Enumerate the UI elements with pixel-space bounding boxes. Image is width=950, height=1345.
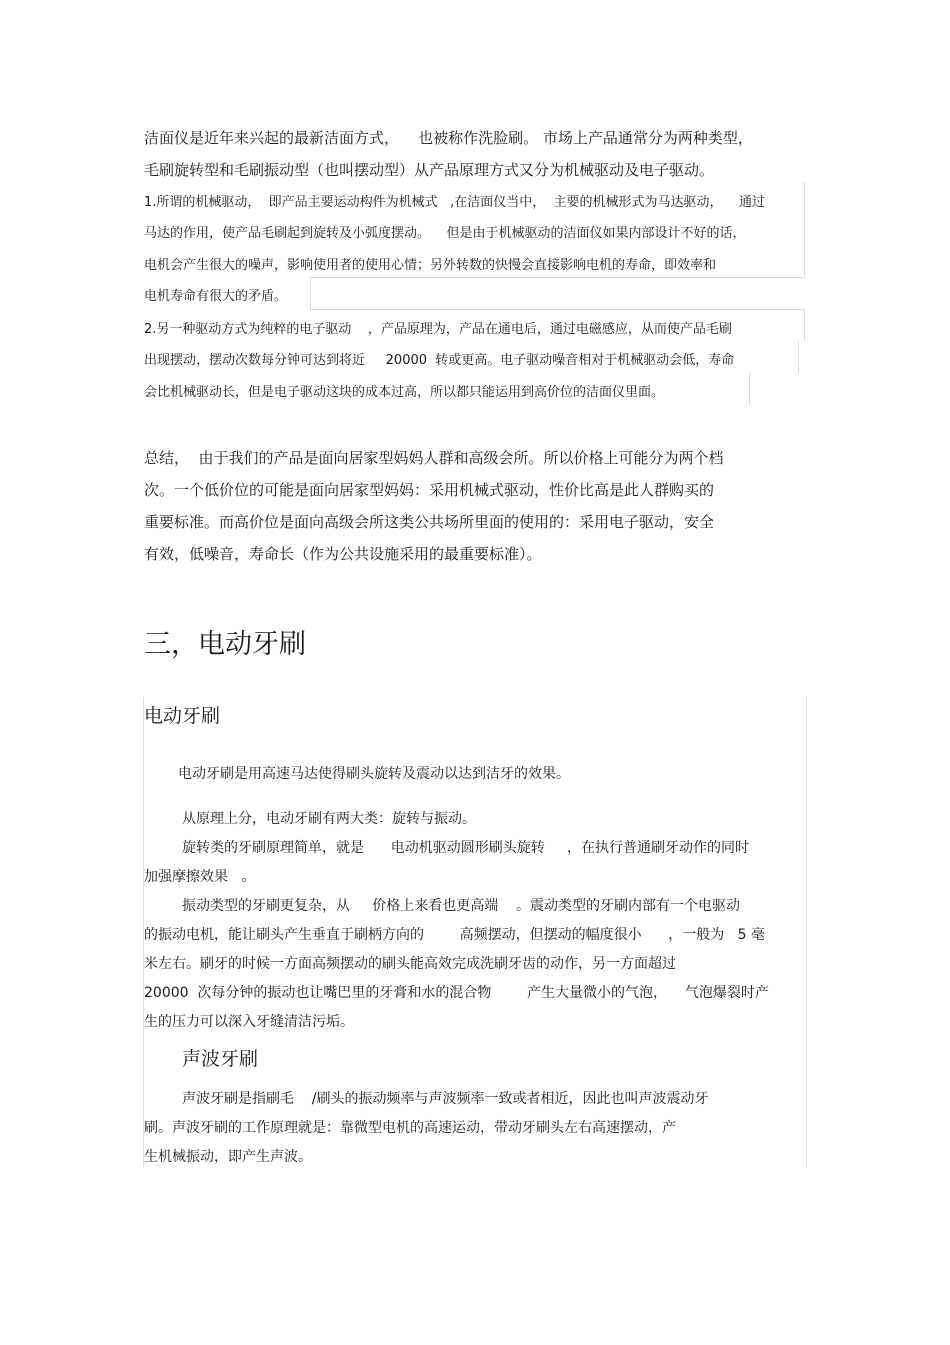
sonic-line-2: 刷。声波牙刷的工作原理就是：靠微型电机的高速运动，带动牙刷头左右高速摆动，产	[144, 1120, 676, 1136]
section-box-right-border	[806, 697, 807, 1167]
electronic-line-2: 出现摆动，摆动次数每分钟可达到将近 20000 转或更高。电子驱动噪音相对于机械驱动会低，寿命	[144, 353, 735, 368]
mechanical-line-1: 1.所谓的机械驱动， 即产品主要运动构件为机械式 ,在洁面仪当中， 主要的机械形式为马达驱动， 通过	[144, 195, 765, 210]
frame-line	[798, 341, 799, 373]
electronic-line-3: 会比机械驱动长，但是电子驱动这块的成本过高，所以都只能运用到高价位的洁面仪里面。	[144, 385, 665, 400]
frame-line	[310, 309, 804, 310]
frame-line	[310, 277, 311, 309]
sonic-line-1: 声波牙刷是指刷毛 /刷头的振动频率与声波频率一致或者相近，因此也叫声波震动牙	[182, 1091, 709, 1107]
summary-line-3: 重要标准。而高价位是面向高级会所这类公共场所里面的使用的：采用电子驱动，安全	[144, 513, 715, 531]
summary-line-2: 次。一个低价位的可能是面向居家型妈妈：采用机械式驱动，性价比高是此人群购买的	[144, 481, 715, 499]
frame-line	[749, 373, 750, 405]
types-line-4: 振动类型的牙刷更复杂，从 价格上来看也更高端 。震动类型的牙刷内部有一个电驱动	[182, 898, 741, 914]
types-line-6: 米左右。刷牙的时候一方面高频摆动的刷头能高效完成洗刷牙齿的动作，另一方面超过	[144, 956, 676, 972]
frame-line	[310, 277, 804, 278]
frame-line	[804, 182, 805, 277]
types-line-7: 20000 次每分钟的振动也让嘴巴里的牙膏和水的混合物 产生大量微小的气泡， 气泡爆裂时产	[144, 985, 769, 1001]
mechanical-line-3: 电机会产生很大的噪声，影响使用者的使用心情；另外转数的快慢会直接影响电机的寿命，即效率和	[144, 258, 717, 273]
types-line-2: 旋转类的牙刷原理简单，就是 电动机驱动圆形刷头旋转 ，在执行普通刷牙动作的同时	[182, 840, 749, 856]
mechanical-line-4: 电机寿命有很大的矛盾。	[144, 289, 288, 304]
types-line-5: 的振动电机，能让刷头产生垂直于刷柄方向的 高频摆动，但摆动的幅度很小 ，一般为 5 毫	[144, 927, 766, 943]
electronic-line-1: 2.另一种驱动方式为纯粹的电子驱动 ，产品原理为，产品在通电后，通过电磁感应，从而使产品毛刷	[144, 322, 732, 337]
types-line-8: 生的压力可以深入牙缝清洁污垢。	[144, 1014, 354, 1030]
intro-line-1: 洁面仪是近年来兴起的最新洁面方式， 也被称作洗脸刷。 市场上产品通常分为两种类型，	[144, 129, 753, 147]
mechanical-line-2: 马达的作用，使产品毛刷起到旋转及小弧度摆动。 但是由于机械驱动的洁面仪如果内部设计不好的话，	[144, 226, 746, 241]
section-heading: 三，电动牙刷	[144, 629, 306, 660]
subheading-sonic-toothbrush: 声波牙刷	[182, 1048, 259, 1070]
sonic-line-3: 生机械振动，即产生声波。	[144, 1149, 312, 1165]
types-line-1: 从原理上分，电动牙刷有两大类：旋转与振动。	[182, 811, 476, 827]
types-line-3: 加强摩擦效果 。	[144, 869, 256, 885]
frame-line	[804, 309, 805, 341]
subheading-electric-toothbrush: 电动牙刷	[144, 705, 221, 727]
intro-line-2: 毛刷旋转型和毛刷振动型（也叫摆动型）从产品原理方式又分为机械驱动及电子驱动。	[144, 161, 715, 179]
definition-text: 电动牙刷是用高速马达使得刷头旋转及震动以达到洁牙的效果。	[178, 766, 570, 782]
summary-line-4: 有效，低噪音，寿命长（作为公共设施采用的最重要标准）。	[144, 545, 542, 563]
summary-line-1: 总结， 由于我们的产品是面向居家型妈妈人群和高级会所。所以价格上可能分为两个档	[144, 449, 724, 467]
